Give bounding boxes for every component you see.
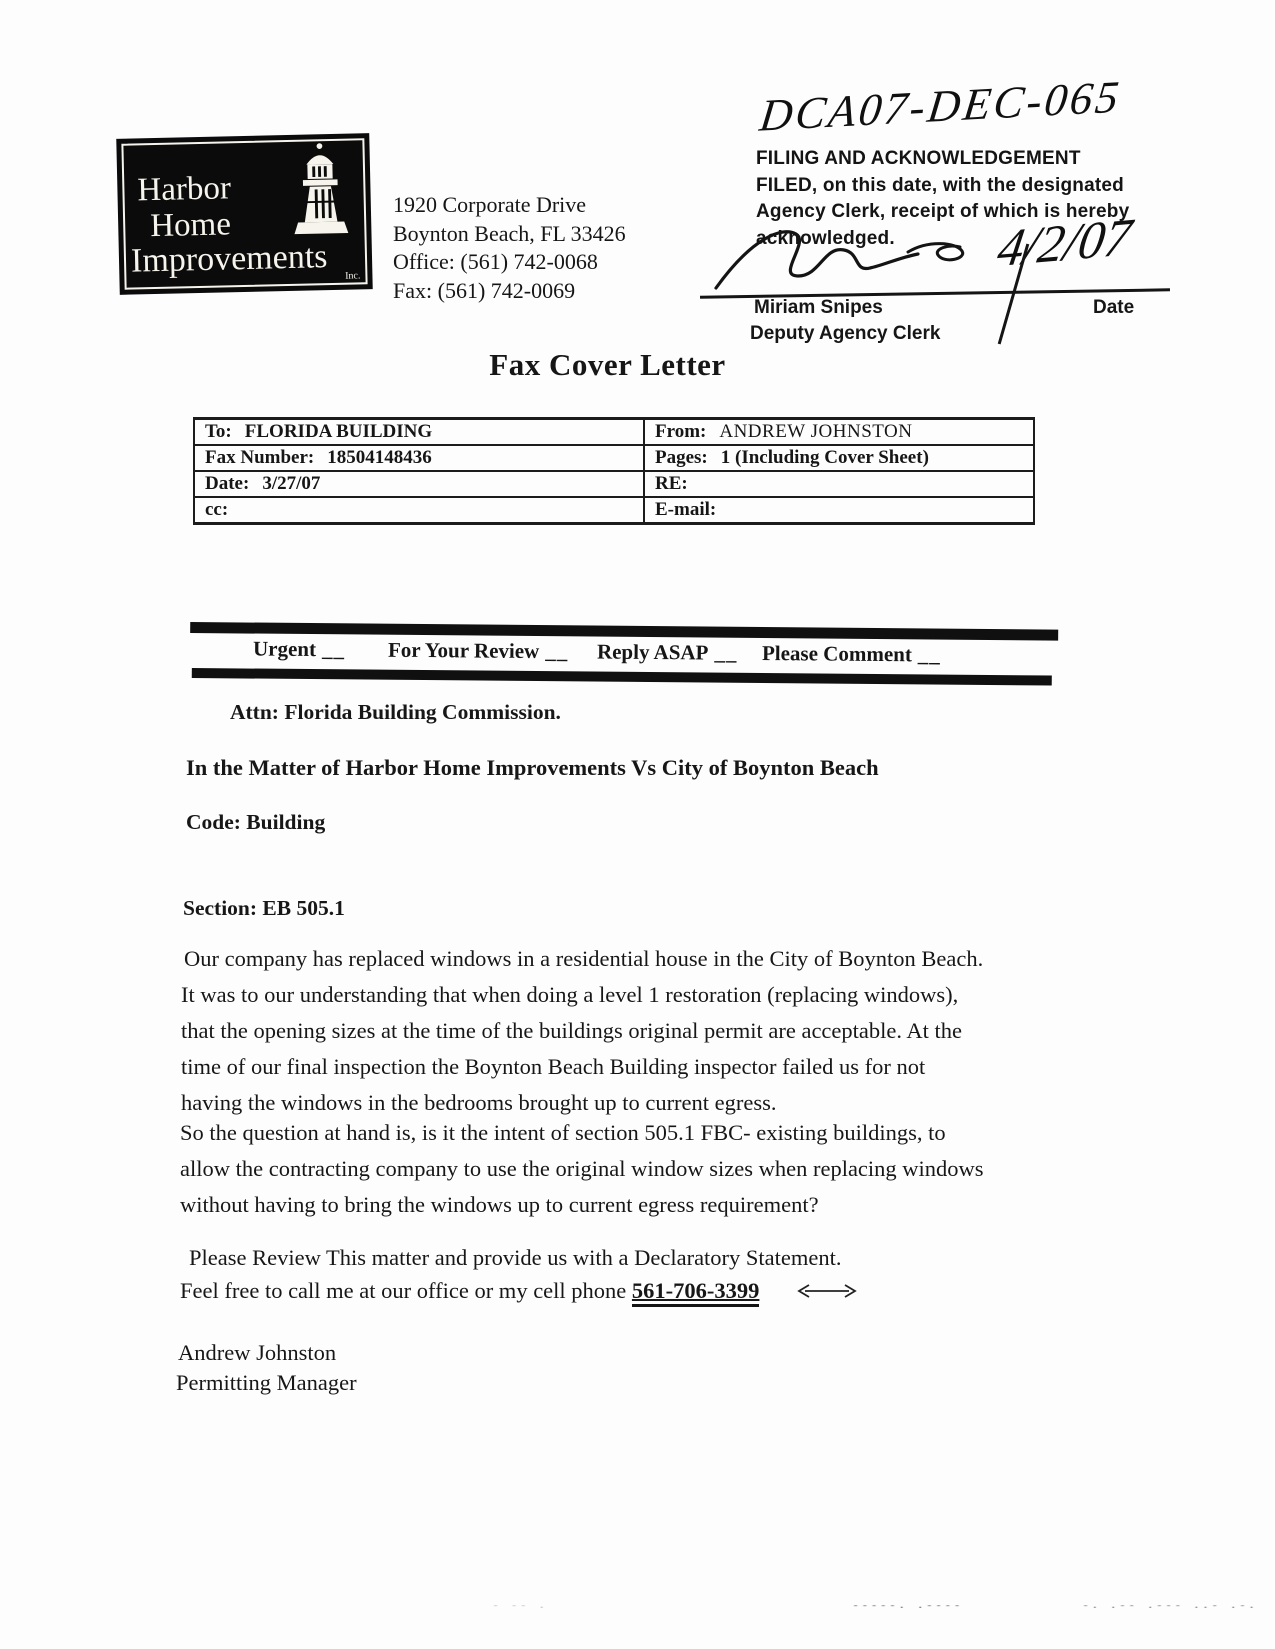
address-line: Boynton Beach, FL 33426: [393, 220, 626, 246]
blank-line: __: [545, 639, 569, 664]
blank-line: __: [917, 642, 941, 667]
date-handwriting: 4/2/07: [993, 208, 1136, 279]
cell-label: From:: [655, 421, 707, 442]
paragraph-line: time of our final inspection the Boynton Beach Building inspector failed us for not: [181, 1054, 926, 1079]
company-address: [393, 191, 626, 305]
table-row: [195, 444, 1033, 470]
footer-artifact: -. .-- .--- ..- .-.: [1082, 1599, 1258, 1611]
cell-value: FLORIDA BUILDING: [244, 421, 433, 442]
paragraph-line: Please Review This matter and provide us with a Declaratory Statement.: [189, 1245, 842, 1270]
company-logo: [116, 133, 372, 295]
cell-label: cc:: [205, 499, 229, 520]
attn-line: Attn: Florida Building Commission.: [230, 700, 561, 724]
table-cell-fax-number: [195, 446, 645, 470]
clerk-signature: [712, 224, 977, 296]
sender-name: Andrew Johnston: [178, 1340, 337, 1365]
table-row: [195, 420, 1033, 444]
paragraph-line: [180, 1278, 859, 1304]
stamp-line: FILING AND ACKNOWLEDGEMENT: [756, 148, 1081, 169]
address-line: Fax: (561) 742-0069: [393, 277, 576, 303]
urgency-strip: [190, 622, 1058, 688]
cell-label: To:: [205, 421, 232, 442]
cell-label: E-mail:: [655, 499, 717, 520]
table-cell-pages: [645, 446, 1033, 470]
cell-value: 1 (Including Cover Sheet): [720, 447, 929, 468]
cell-label: Date:: [205, 473, 250, 494]
lighthouse-icon: [277, 140, 361, 242]
paragraph-line: without having to bring the windows up to current egress requirement?: [180, 1192, 819, 1217]
paragraph-line: Our company has replaced windows in a residential house in the City of Boynton Beach.: [184, 946, 984, 971]
matter-line: In the Matter of Harbor Home Improvements Vs City of Boynton Beach: [186, 755, 879, 780]
address-line: 1920 Corporate Drive: [393, 192, 587, 217]
cell-value: 3/27/07: [262, 473, 321, 494]
footer-artifact: - -- .: [492, 1599, 548, 1611]
address-line: Office: (561) 742-0068: [393, 249, 598, 274]
clerk-title: Deputy Agency Clerk: [750, 323, 941, 344]
cell-label: RE:: [655, 473, 688, 494]
logo-text-harbor: Harbor: [137, 170, 232, 209]
urgency-option-please-comment: Please Comment __: [761, 640, 941, 667]
urgency-option-urgent: Urgent __: [252, 636, 346, 662]
phone-number: 561-706-3399: [632, 1278, 760, 1307]
table-cell-cc: [195, 498, 645, 522]
table-cell-email: [645, 498, 1033, 522]
stamp-line: acknowledged.: [756, 227, 895, 249]
urgency-option-for-your-review: For Your Review __: [387, 637, 569, 664]
paragraph-line: that the opening sizes at the time of the buildings original permit are acceptable. At the: [181, 1018, 963, 1043]
paragraph-line: It was to our understanding that when doing a level 1 restoration (replacing windows),: [181, 982, 959, 1007]
blank-line: __: [321, 637, 346, 662]
section-line: Section: EB 505.1: [183, 896, 345, 920]
paragraph-line: allow the contracting company to use the original window sizes when replacing windows: [180, 1156, 984, 1181]
fax-info-table: [193, 417, 1035, 525]
cell-label: Fax Number:: [205, 447, 315, 468]
urgency-bottom-bar: [192, 668, 1052, 686]
table-row: [195, 496, 1033, 522]
logo-text-home: Home: [149, 206, 232, 245]
cell-value: 18504148436: [327, 447, 432, 468]
urgency-option-reply-asap: Reply ASAP __: [596, 639, 738, 665]
paragraph-line: having the windows in the bedrooms brought up to current egress.: [181, 1090, 777, 1115]
date-label: Date: [1093, 297, 1135, 318]
table-cell-re: [645, 472, 1033, 496]
table-row: [195, 470, 1033, 496]
clerk-name: Miriam Snipes: [754, 297, 883, 318]
logo-text-improvements: Improvements: [130, 238, 328, 280]
cell-value: ANDREW JOHNSTON: [719, 421, 913, 442]
code-line: Code: Building: [186, 810, 326, 834]
table-cell-to: [195, 420, 645, 444]
phone-sentence-prefix: Feel free to call me at our office or my cell phone: [180, 1278, 632, 1303]
logo-text-inc: Inc.: [345, 270, 361, 282]
double-arrow-icon: [795, 1282, 859, 1300]
paragraph-line: So the question at hand is, is it the intent of section 505.1 FBC- existing buildings, to: [180, 1120, 946, 1145]
stamp-line: FILED, on this date, with the designated: [756, 174, 1124, 196]
footer-artifact: -----. .----: [852, 1599, 963, 1611]
case-number-handwriting: DCA07-DEC-065: [757, 71, 1125, 141]
sender-title: Permitting Manager: [176, 1370, 357, 1395]
document-title: Fax Cover Letter: [489, 347, 726, 382]
table-cell-date: [195, 472, 645, 496]
table-cell-from: [645, 420, 1033, 444]
blank-line: __: [714, 640, 738, 665]
stamp-line: Agency Clerk, receipt of which is hereby: [756, 201, 1130, 222]
cell-label: Pages:: [655, 447, 708, 468]
